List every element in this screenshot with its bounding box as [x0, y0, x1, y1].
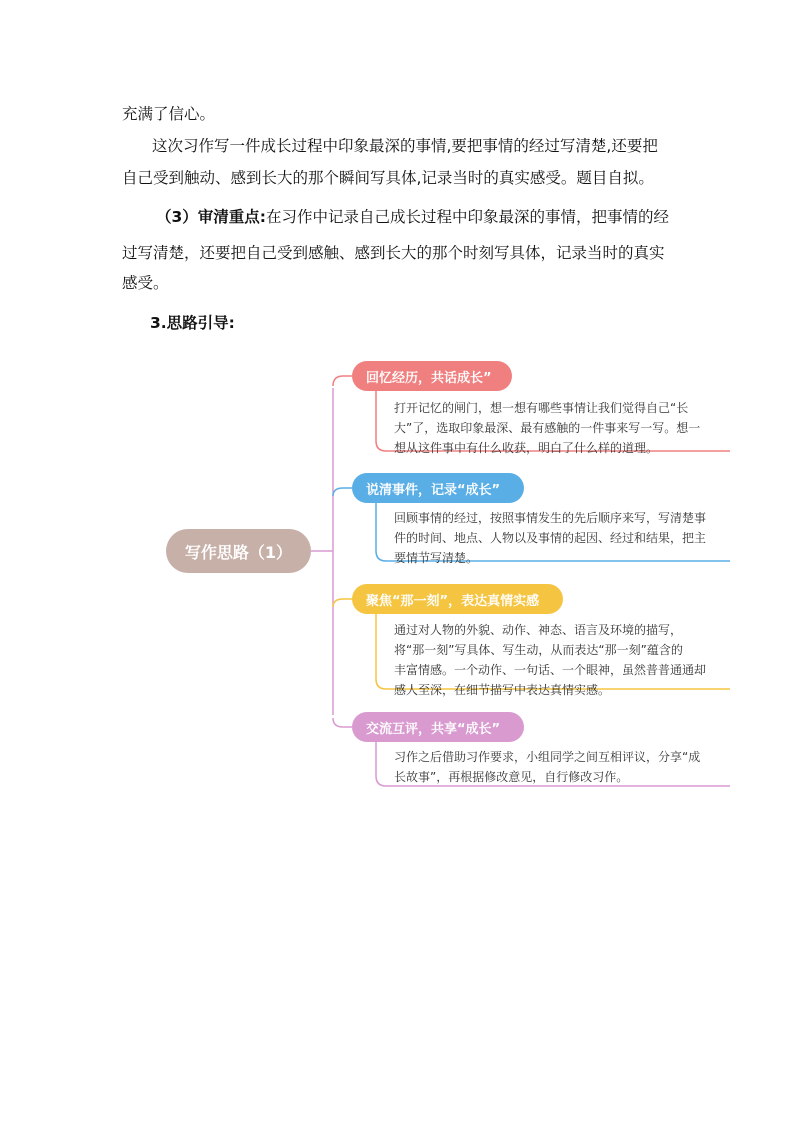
- text-line-3: 自己受到触动、感到长大的那个瞬间写具体,记录当时的真实感受。题目自拟。: [122, 169, 654, 187]
- branch-1-connector: [333, 376, 352, 386]
- branch-2-desc: [394, 508, 706, 568]
- branch-1-desc: [394, 398, 700, 458]
- branch-4-line-2: 长故事”，再根据修改意见，自行修改习作。: [394, 770, 629, 784]
- branch-3-line-3: 丰富情感。一个动作、一句话、一个眼神，虽然普普通通却: [394, 663, 707, 677]
- text-line-5: 过写清楚，还要把自己受到感触、感到长大的那个时刻写具体，记录当时的真实: [122, 244, 665, 262]
- branch-2-line-1: 回顾事情的经过，按照事情发生的先后顺序来写，写清楚事: [394, 511, 707, 525]
- mindmap-root: 写作思路（1）: [166, 529, 311, 573]
- paragraph-3-text: 在习作中记录自己成长过程中印象最深的事情，把事情的经: [265, 208, 669, 226]
- text-line-1: 充满了信心。: [122, 105, 216, 123]
- branch-2-title: 说清事件，记录“成长”: [352, 473, 524, 503]
- text-line-2: 这次习作写一件成长过程中印象最深的事情,要把事情的经过写清楚,还要把: [152, 137, 658, 155]
- paragraph-3-label: （3）审清重点:: [156, 208, 266, 226]
- branch-2-line-2: 件的时间、地点、人物以及事情的起因、经过和结果，把主: [394, 531, 707, 545]
- branch-4-line-1: 习作之后借助习作要求，小组同学之间互相评议，分享“成: [394, 750, 701, 764]
- branch-2-connector: [333, 488, 352, 496]
- branch-4-title: 交流互评，共享“成长”: [352, 712, 524, 742]
- branch-3-desc: [394, 620, 706, 700]
- text-line-6: 感受。: [122, 274, 169, 292]
- branch-3-connector: [333, 599, 352, 607]
- branch-4-connector: [333, 718, 352, 727]
- branch-2-line-3: 要情节写清楚。: [394, 551, 479, 565]
- branch-3-line-1: 通过对人物的外貌、动作、神态、语言及环境的描写，: [394, 623, 683, 637]
- branch-1-line-1: 打开记忆的闸门，想一想有哪些事情让我们觉得自己“长: [394, 401, 689, 415]
- branch-1-title: 回忆经历，共话成长”: [352, 361, 512, 391]
- section-heading: 3.思路引导:: [150, 314, 235, 332]
- branch-3-title: 聚焦“那一刻”，表达真情实感: [352, 584, 563, 614]
- branch-1-line-3: 想从这件事中有什么收获，明白了什么样的道理。: [394, 441, 659, 455]
- branch-3-line-2: 将“那一刻”写具体、写生动，从而表达“那一刻”蕴含的: [394, 643, 683, 657]
- branch-4-desc: [394, 747, 700, 787]
- branch-1-line-2: 大”了，选取印象最深、最有感触的一件事来写一写。想一: [394, 421, 701, 435]
- branch-3-line-4: 感人至深，在细节描写中表达真情实感。: [394, 683, 611, 697]
